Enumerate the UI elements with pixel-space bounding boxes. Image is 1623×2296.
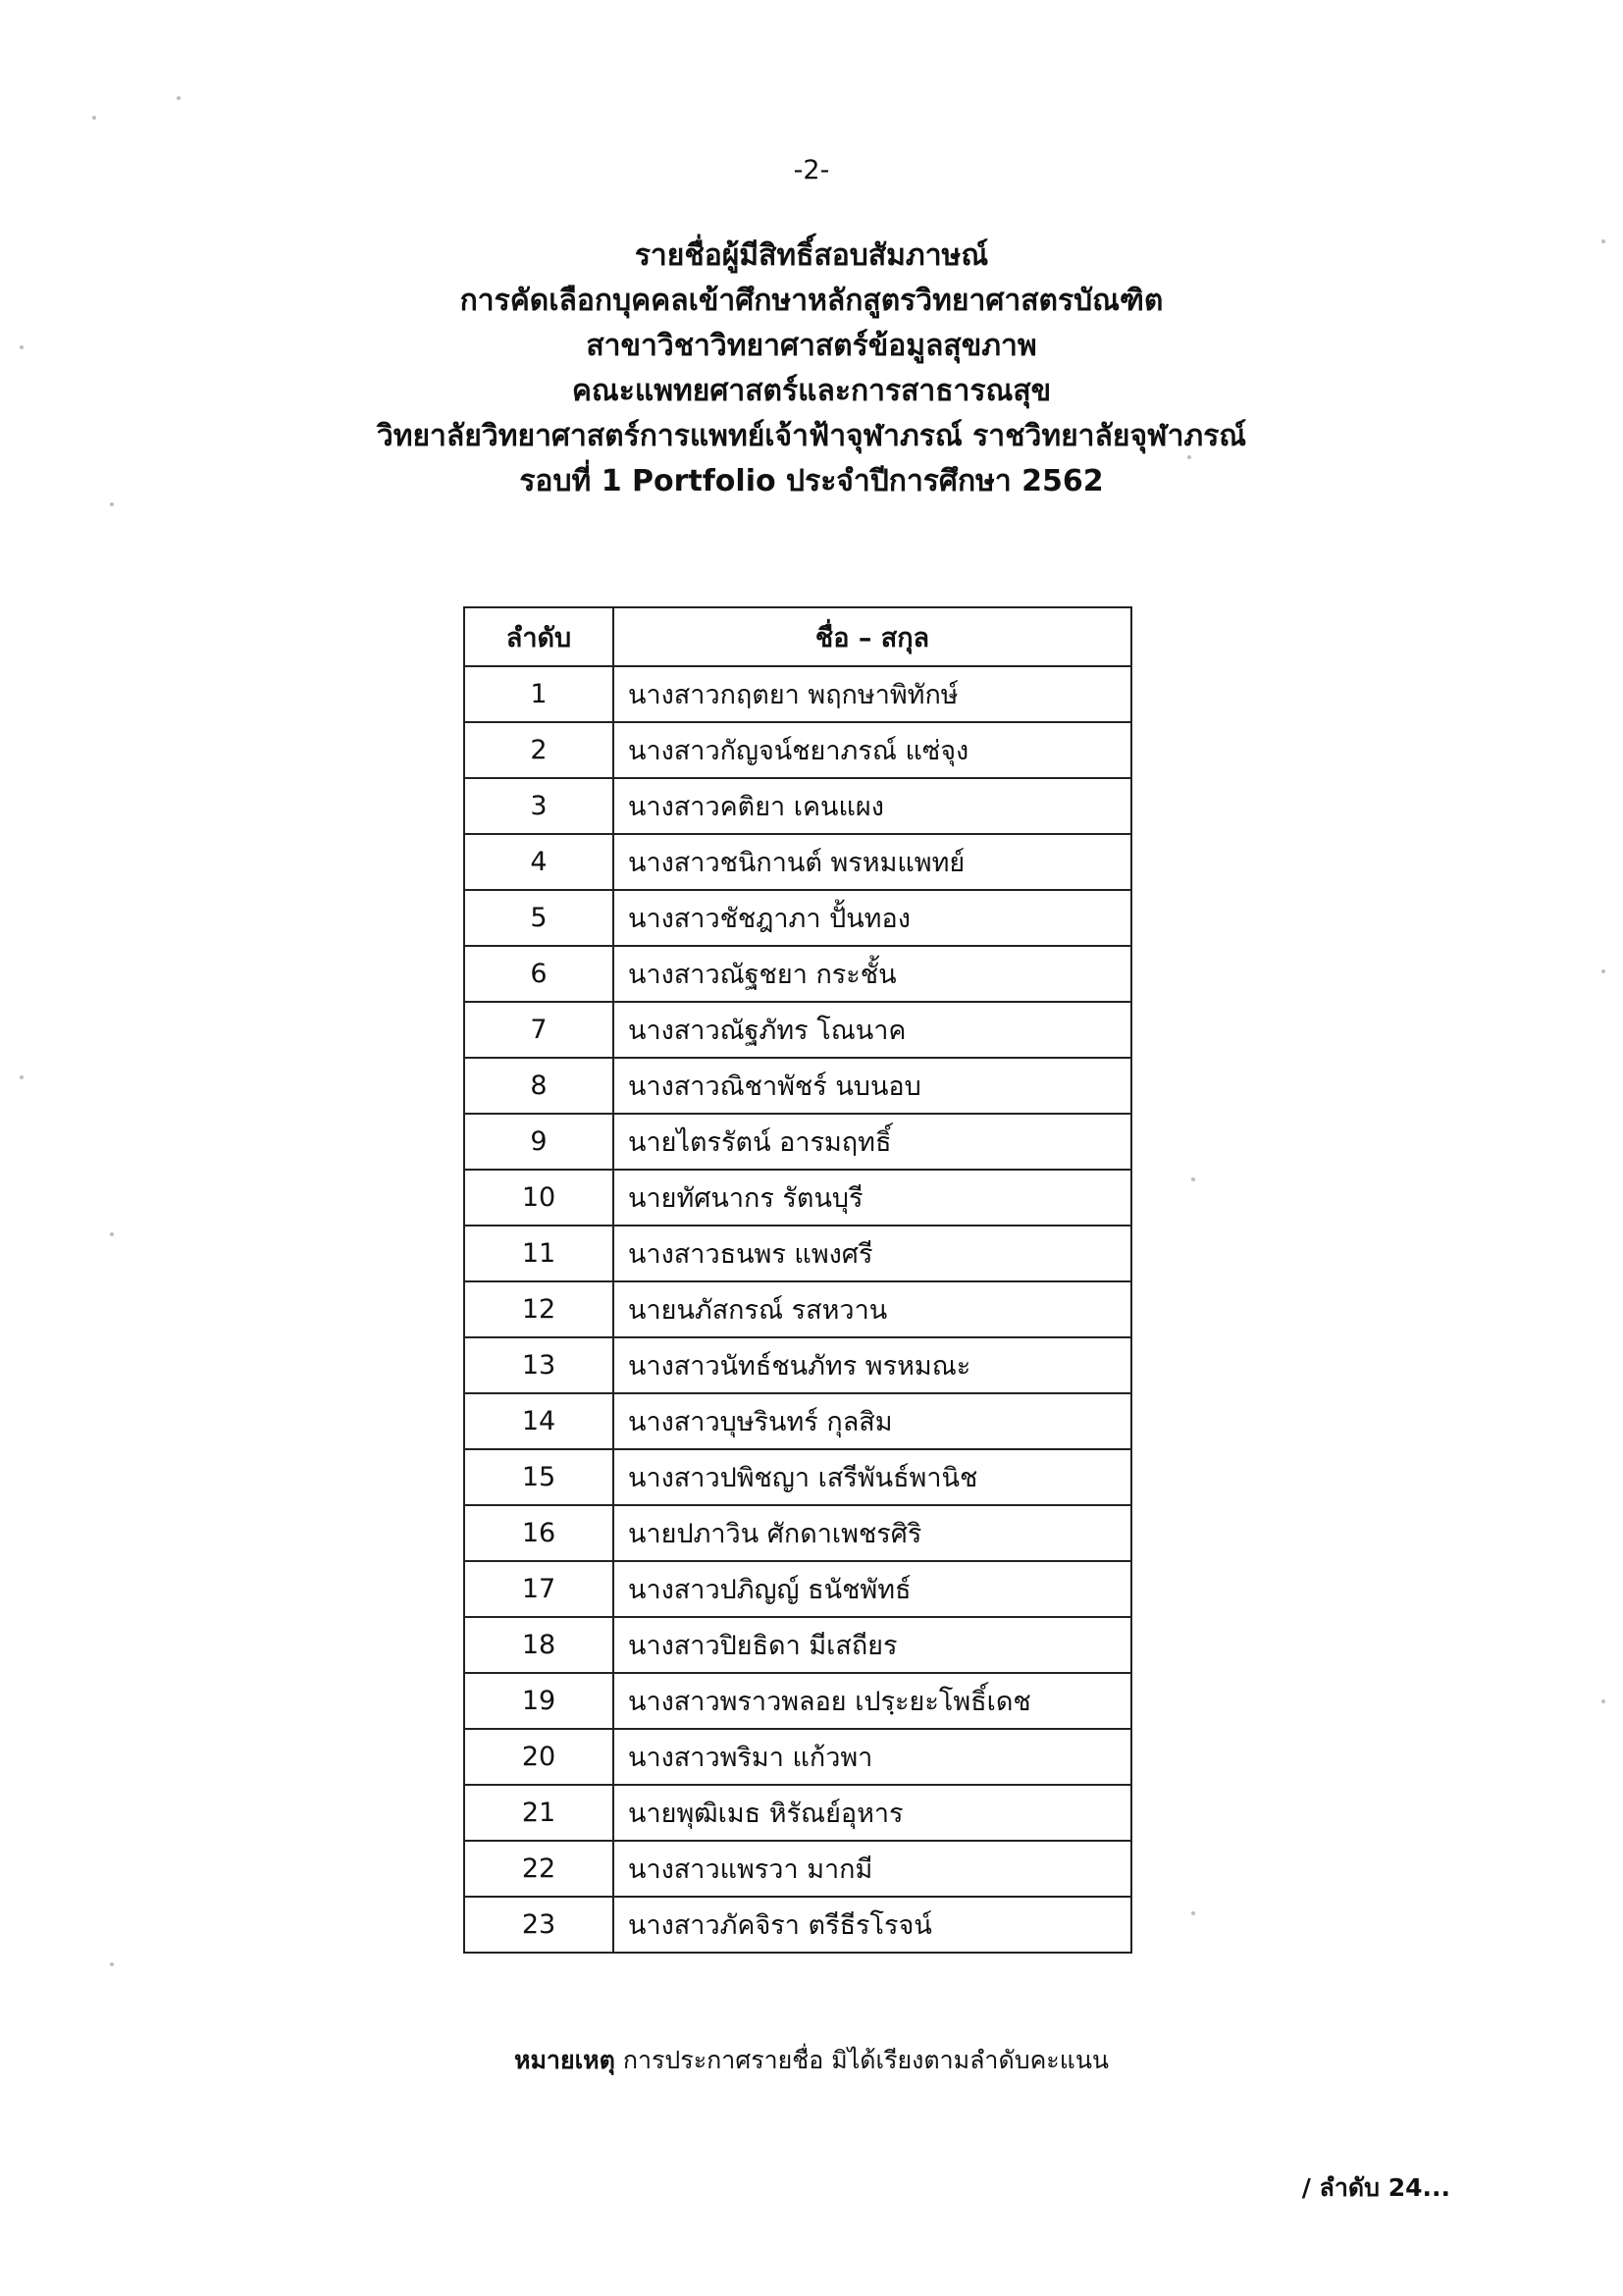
heading-faculty: คณะแพทยศาสตร์และการสาธารณสุข xyxy=(571,374,1052,408)
row-name: นางสาวกัญจน์ชยาภรณ์ แซ่จุง xyxy=(613,722,1131,778)
table-row xyxy=(464,1897,1131,1953)
scan-speck xyxy=(110,1962,114,1966)
row-name: นางสาวแพรวา มากมี xyxy=(613,1841,1131,1897)
table-row xyxy=(464,1785,1131,1841)
table-row xyxy=(464,1673,1131,1729)
row-number: 11 xyxy=(464,1226,613,1281)
row-number: 20 xyxy=(464,1729,613,1785)
row-name: นายพุฒิเมธ หิรัณย์อุหาร xyxy=(613,1785,1131,1841)
row-number: 15 xyxy=(464,1449,613,1505)
row-number: 9 xyxy=(464,1114,613,1170)
row-number: 16 xyxy=(464,1505,613,1561)
row-name: นายปภาวิน ศักดาเพชรศิริ xyxy=(613,1505,1131,1561)
row-number: 18 xyxy=(464,1617,613,1673)
row-number: 7 xyxy=(464,1002,613,1058)
scan-speck xyxy=(92,116,96,120)
row-number: 10 xyxy=(464,1170,613,1226)
table-row xyxy=(464,1841,1131,1897)
row-number: 4 xyxy=(464,834,613,890)
row-number: 19 xyxy=(464,1673,613,1729)
table-row xyxy=(464,666,1131,722)
heading-title: รายชื่อผู้มีสิทธิ์สอบสัมภาษณ์ xyxy=(634,238,989,273)
table-row xyxy=(464,1617,1131,1673)
row-number: 5 xyxy=(464,890,613,946)
table-row xyxy=(464,1114,1131,1170)
row-name: นางสาวพราวพลอย เปรฺะยะโพธิ์เดช xyxy=(613,1673,1131,1729)
table-row xyxy=(464,1729,1131,1785)
page-number: -2- xyxy=(793,155,830,185)
table-row xyxy=(464,1002,1131,1058)
scan-speck xyxy=(20,345,24,349)
remark-text: การประกาศรายชื่อ มิได้เรียงตามลำดับคะแนน xyxy=(614,2046,1110,2074)
row-number: 22 xyxy=(464,1841,613,1897)
continuation-marker: / ลำดับ 24... xyxy=(1301,2173,1450,2202)
table-row xyxy=(464,778,1131,834)
row-name: นางสาวบุษรินทร์ กุลสิม xyxy=(613,1393,1131,1449)
row-name: นางสาวปิยธิดา มีเสถียร xyxy=(613,1617,1131,1673)
table-row xyxy=(464,1505,1131,1561)
scan-speck xyxy=(110,502,114,506)
table-row xyxy=(464,1226,1131,1281)
table-row xyxy=(464,1337,1131,1393)
row-name: นางสาวพริมา แก้วพา xyxy=(613,1729,1131,1785)
table-row xyxy=(464,1393,1131,1449)
table-row xyxy=(464,890,1131,946)
row-name: นางสาวภัคจิรา ตรีธีรโรจน์ xyxy=(613,1897,1131,1953)
row-name: นางสาวปพิชญา เสรีพันธ์พานิช xyxy=(613,1449,1131,1505)
scan-speck xyxy=(1601,969,1605,973)
table-row xyxy=(464,1561,1131,1617)
row-name: นางสาวณัฐชยา กระชั้น xyxy=(613,946,1131,1002)
heading-college: วิทยาลัยวิทยาศาสตร์การแพทย์เจ้าฟ้าจุฬาภรณ์ ราชวิทยาลัยจุฬาภรณ์ xyxy=(376,419,1247,453)
table-row xyxy=(464,1058,1131,1114)
row-number: 6 xyxy=(464,946,613,1002)
candidate-table xyxy=(463,606,1132,1954)
row-name: นางสาวกฤตยา พฤกษาพิทักษ์ xyxy=(613,666,1131,722)
header-name: ชื่อ – สกุล xyxy=(613,607,1131,666)
table-row xyxy=(464,1170,1131,1226)
remark-label: หมายเหตุ xyxy=(513,2046,615,2074)
row-number: 3 xyxy=(464,778,613,834)
table-row xyxy=(464,946,1131,1002)
row-number: 23 xyxy=(464,1897,613,1953)
row-name: นางสาวณิชาพัชร์ นบนอบ xyxy=(613,1058,1131,1114)
row-number: 1 xyxy=(464,666,613,722)
row-number: 12 xyxy=(464,1281,613,1337)
row-name: นางสาวชัชฎาภา ปั้นทอง xyxy=(613,890,1131,946)
table-header-row xyxy=(464,607,1131,666)
scan-speck xyxy=(1191,1911,1195,1915)
table-row xyxy=(464,834,1131,890)
document-heading xyxy=(0,234,1623,504)
heading-round: รอบที่ 1 Portfolio ประจำปีการศึกษา 2562 xyxy=(519,464,1104,498)
scan-speck xyxy=(1601,239,1605,243)
row-name: นางสาวคติยา เคนแผง xyxy=(613,778,1131,834)
row-number: 2 xyxy=(464,722,613,778)
scan-speck xyxy=(1601,1699,1605,1703)
row-number: 13 xyxy=(464,1337,613,1393)
table-row xyxy=(464,1449,1131,1505)
heading-program: การคัดเลือกบุคคลเข้าศึกษาหลักสูตรวิทยาศาสตรบัณฑิต xyxy=(459,284,1164,318)
scan-speck xyxy=(1187,455,1191,459)
remark-note xyxy=(0,2041,1623,2080)
row-name: นายไตรรัตน์ อารมฤทธิ์ xyxy=(613,1114,1131,1170)
row-name: นางสาวปภิญญ์ ธนัชพัทธ์ xyxy=(613,1561,1131,1617)
row-name: นางสาวธนพร แพงศรี xyxy=(613,1226,1131,1281)
row-name: นางสาวณัฐภัทร โณนาค xyxy=(613,1002,1131,1058)
row-number: 21 xyxy=(464,1785,613,1841)
row-name: นายนภัสกรณ์ รสหวาน xyxy=(613,1281,1131,1337)
row-name: นายทัศนากร รัตนบุรี xyxy=(613,1170,1131,1226)
row-name: นางสาวชนิกานต์ พรหมแพทย์ xyxy=(613,834,1131,890)
header-order: ลำดับ xyxy=(464,607,613,666)
row-number: 17 xyxy=(464,1561,613,1617)
scan-speck xyxy=(1191,1177,1195,1181)
row-number: 14 xyxy=(464,1393,613,1449)
row-name: นางสาวนัทธ์ชนภัทร พรหมณะ xyxy=(613,1337,1131,1393)
scan-speck xyxy=(20,1075,24,1079)
table-row xyxy=(464,722,1131,778)
scan-speck xyxy=(110,1232,114,1236)
table-row xyxy=(464,1281,1131,1337)
heading-major: สาขาวิชาวิทยาศาสตร์ข้อมูลสุขภาพ xyxy=(586,329,1037,363)
row-number: 8 xyxy=(464,1058,613,1114)
scan-speck xyxy=(177,96,181,100)
